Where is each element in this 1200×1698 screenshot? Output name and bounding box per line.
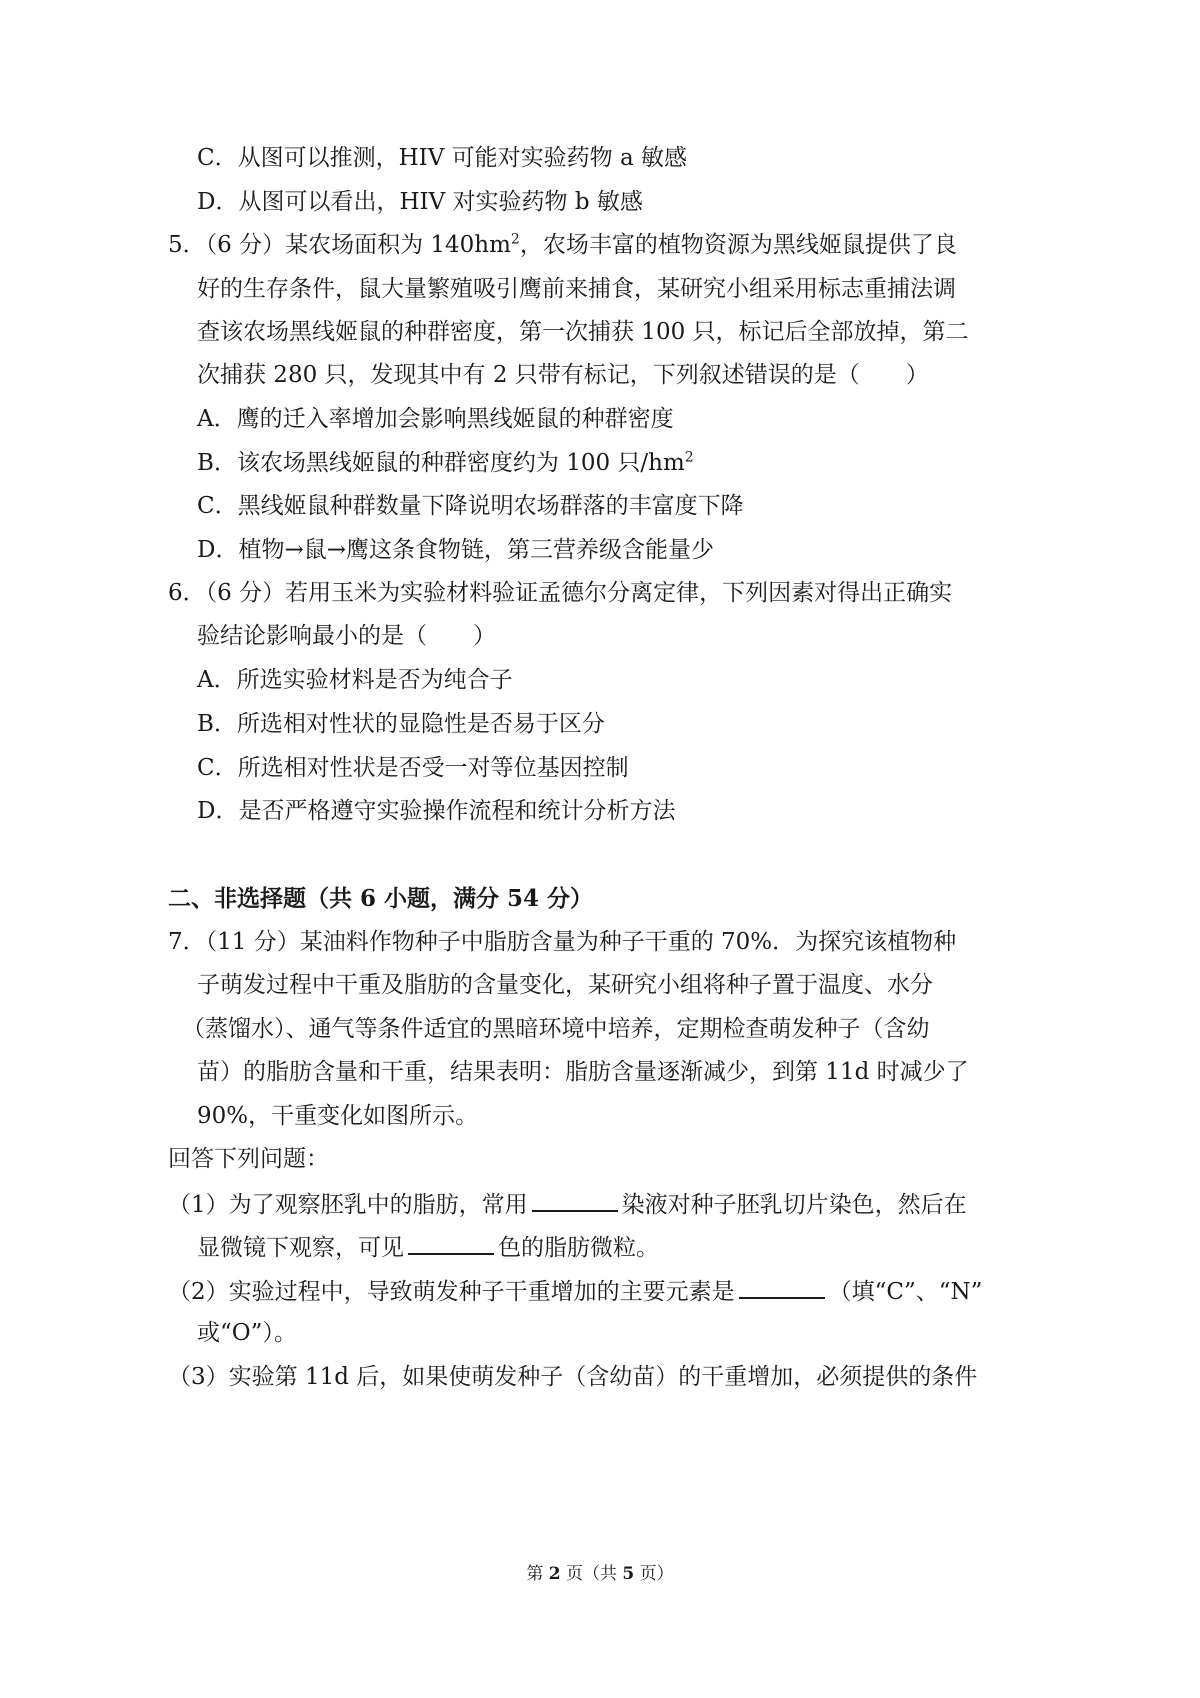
answer-blank-1[interactable] xyxy=(532,1188,618,1212)
q6-option-b: B．所选相对性状的显隐性是否易于区分 xyxy=(197,711,605,737)
q5-stem-line1 xyxy=(168,230,957,260)
q6-option-c: C．所选相对性状是否受一对等位基因控制 xyxy=(197,755,629,781)
q7-sub3-line1: （3）实验第 11d 后，如果使萌发种子（含幼苗）的干重增加，必须提供的条件 xyxy=(168,1364,978,1390)
q6-option-d: D．是否严格遵守实验操作流程和统计分析方法 xyxy=(197,798,676,824)
q5-stem-line4: 次捕获 280 只，发现其中有 2 只带有标记，下列叙述错误的是（ ） xyxy=(197,362,929,388)
q7-stem-line4: 苗）的脂肪含量和干重，结果表明：脂肪含量逐渐减少，到第 11d 时减少了 xyxy=(197,1059,969,1085)
q7-sub2-line1 xyxy=(168,1275,982,1307)
q7-sub1-text-d: 色的脂肪微粒。 xyxy=(498,1235,659,1261)
q5-superscript: 2 xyxy=(510,231,520,248)
footer-mid: 页（共 xyxy=(560,1564,623,1584)
q7-stem-line1: 7．（11 分）某油料作物种子中脂肪含量为种子干重的 70%．为探究该植物种 xyxy=(168,929,957,955)
q5-option-b-text: B．该农场黑线姬鼠的种群密度约为 100 只/hm xyxy=(197,450,685,476)
q7-sub1-line2 xyxy=(197,1231,659,1263)
q7-sub1-line1 xyxy=(168,1188,967,1220)
q5-option-a: A．鹰的迁入率增加会影响黑线姬鼠的种群密度 xyxy=(197,406,674,432)
q5-stem-line3: 查该农场黑线姬鼠的种群密度，第一次捕获 100 只，标记后全部放掉，第二 xyxy=(197,319,969,345)
answer-blank-2[interactable] xyxy=(408,1231,494,1255)
q6-stem-line1: 6．（6 分）若用玉米为实验材料验证孟德尔分离定律，下列因素对得出正确实 xyxy=(168,580,953,606)
q7-prompt: 回答下列问题： xyxy=(168,1146,329,1172)
q7-stem-line3: （蒸馏水）、通气等条件适宜的黑暗环境中培养，定期检查萌发种子（含幼 xyxy=(182,1016,930,1042)
q4-option-c: C．从图可以推测，HIV 可能对实验药物 a 敏感 xyxy=(197,145,687,171)
q7-sub2-text-b: （填“C”、“N” xyxy=(828,1279,983,1305)
q5-option-c: C．黑线姬鼠种群数量下降说明农场群落的丰富度下降 xyxy=(197,493,744,519)
footer-post: 页） xyxy=(634,1564,674,1584)
page-footer xyxy=(0,1563,1200,1585)
q5-option-d: D．植物→鼠→鹰这条食物链，第三营养级含能量少 xyxy=(197,537,714,563)
q7-sub1-text-b: 染液对种子胚乳切片染色，然后在 xyxy=(621,1192,967,1218)
q6-stem-line2: 验结论影响最小的是（ ） xyxy=(197,623,496,649)
section-heading: 二、非选择题（共 6 小题，满分 54 分） xyxy=(168,885,594,912)
q7-sub2-line2: 或“O”）。 xyxy=(197,1320,297,1346)
answer-blank-3[interactable] xyxy=(739,1275,825,1299)
q5-option-b-superscript: 2 xyxy=(684,449,694,466)
footer-page-number: 2 xyxy=(548,1564,561,1584)
q5-stem-line1-a: 5．（6 分）某农场面积为 140hm xyxy=(168,232,511,258)
q5-stem-line2: 好的生存条件，鼠大量繁殖吸引鹰前来捕食，某研究小组采用标志重捕法调 xyxy=(197,276,956,302)
q4-option-d: D．从图可以看出，HIV 对实验药物 b 敏感 xyxy=(197,189,643,215)
q7-stem-line5: 90%，干重变化如图所示。 xyxy=(197,1103,479,1129)
q7-sub2-text-a: （2）实验过程中，导致萌发种子干重增加的主要元素是 xyxy=(168,1279,735,1305)
q5-stem-line1-b: ，农场丰富的植物资源为黑线姬鼠提供了良 xyxy=(519,232,957,258)
footer-total-pages: 5 xyxy=(622,1564,635,1584)
q7-sub1-text-a: （1）为了观察胚乳中的脂肪，常用 xyxy=(168,1192,528,1218)
footer-pre: 第 xyxy=(526,1564,549,1584)
q5-option-b xyxy=(197,448,694,478)
q7-sub1-text-c: 显微镜下观察，可见 xyxy=(197,1235,404,1261)
q7-stem-line2: 子萌发过程中干重及脂肪的含量变化，某研究小组将种子置于温度、水分 xyxy=(197,972,933,998)
q6-option-a: A．所选实验材料是否为纯合子 xyxy=(197,667,513,693)
